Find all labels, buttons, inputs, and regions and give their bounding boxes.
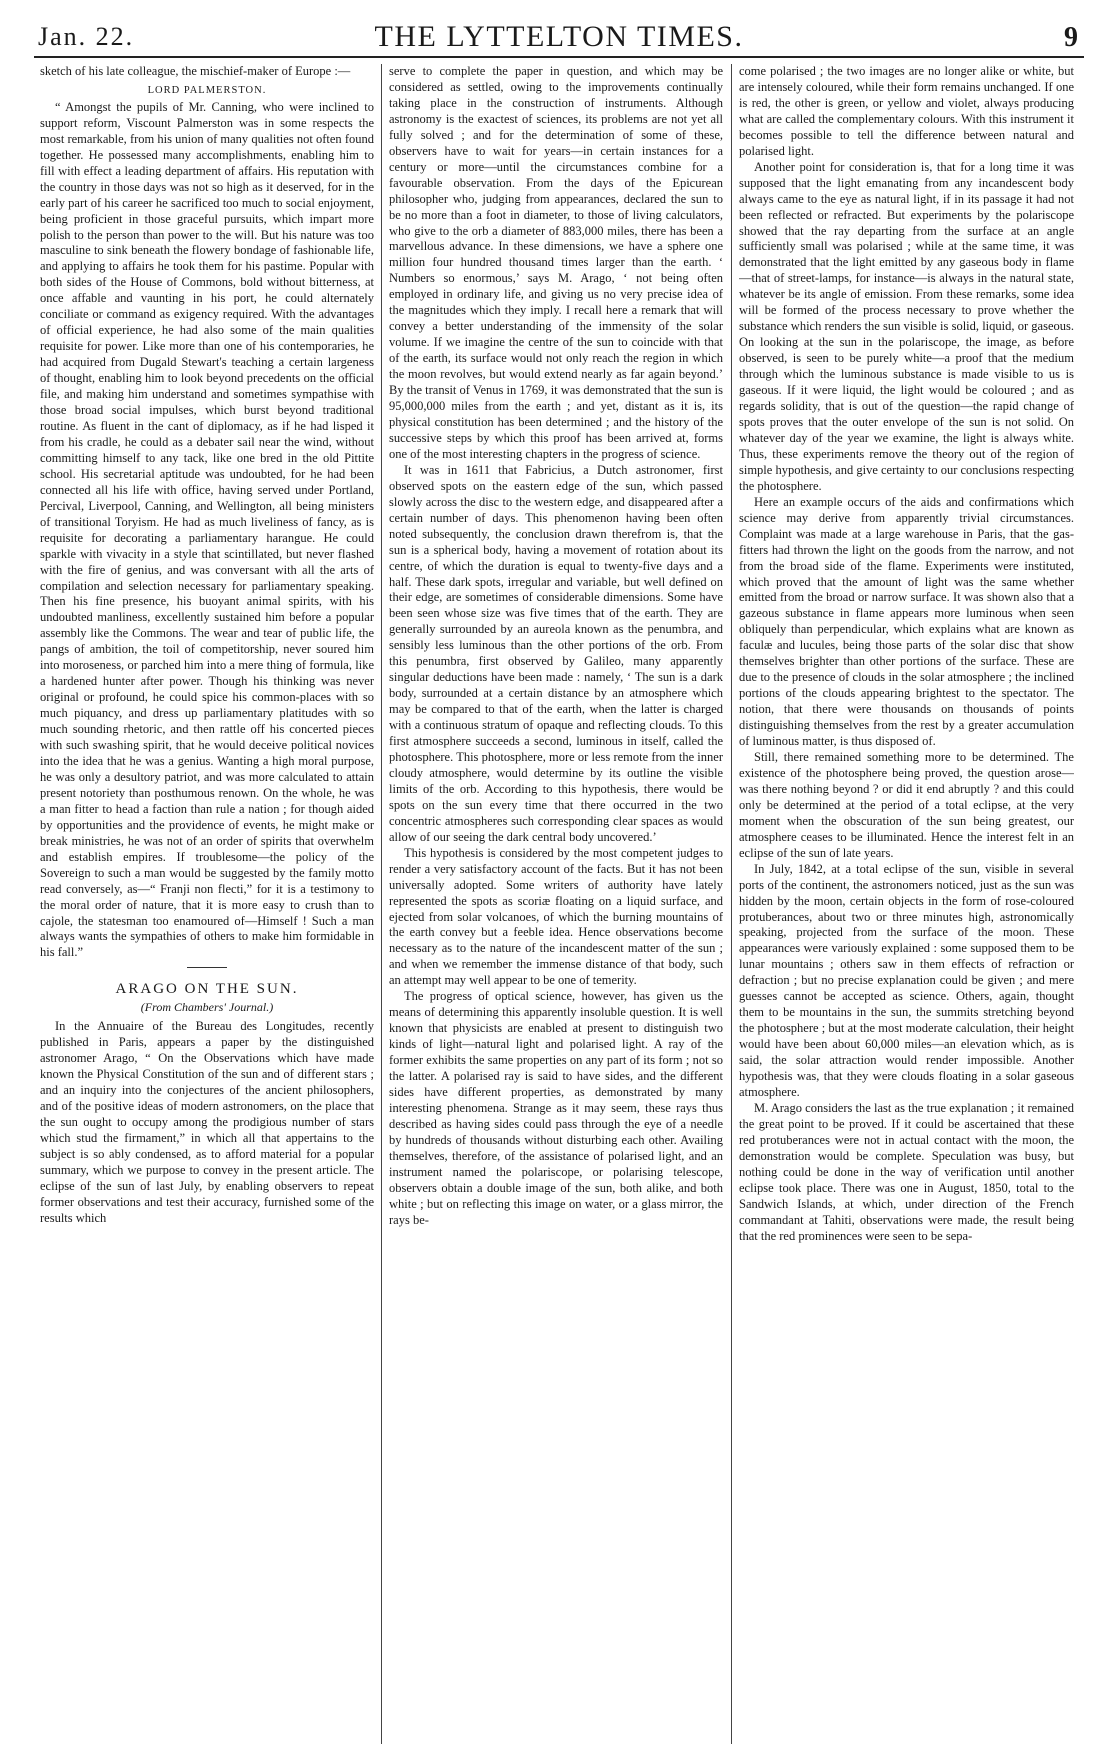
article-paragraph: M. Arago considers the last as the true explanation ; it remained the great point to be proved. If it could be ascertained that these red protuberances were not in actual contact with the moon, the demonstration would be complete. Speculation was busy, but nothing could be done in the way of verification until another eclipse took place. There was one in August, 1850, total to the Sandwich Islands, at which, under direction of the French commandant at Tahiti, observations were made, the result being that the red prominences were seen to be sepa- bbox=[739, 1100, 1074, 1243]
column-rule bbox=[381, 64, 382, 1744]
newspaper-title: THE LYTTELTON TIMES. bbox=[374, 20, 744, 53]
column-2 bbox=[389, 64, 723, 1744]
article-paragraph: In the Annuaire of the Bureau des Longitudes, recently published in Paris, appears a paper by the distinguished astronomer Arago, “ On the Observations which have made known the Physical Constitution of the sun and of different stars ; and an inquiry into the conjectures of the ancient philosophers, and of the positive ideas of modern astronomers, on the place that the sun ought to occupy among the prodigious number of stars which stud the firmament,” in which all that appertains to the subject is so ably condensed, as to afford material for a popular summary, which we purpose to convey in the present article. The eclipse of the sun of last July, by enabling observers to repeat former observations and test their accuracy, furnished some of the results which bbox=[40, 1019, 374, 1225]
column-rule bbox=[731, 64, 732, 1744]
article-paragraph: In July, 1842, at a total eclipse of the sun, visible in several ports of the continent, the astronomers noticed, just as the sun was hidden by the moon, certain objects in the form of rose-coloured protuberances, about two or three minutes high, astronomically speaking, projected from the surface of the moon. These appearances were variously explained : some supposed them to be lunar mountains ; others saw in them effects of refraction or defraction ; but no precise explanation could be given ; and mere guesses cannot be accepted as science. Others, again, thought them to be mountains in the sun, the summits stretching beyond the photosphere ; but at the most moderate calculation, their height would have been about 60,000 miles—an elevation which, as is said, the solar attraction would render impossible. Another hypothesis was, that they were clouds floating in a solar gaseous atmosphere. bbox=[739, 861, 1074, 1099]
page-number: 9 bbox=[1064, 22, 1078, 53]
article-paragraph: serve to complete the paper in question, and which may be considered as settled, owing to the improvements continually taking place in the construction of instruments. Although astronomy is the exactest of sciences, its problems are not yet all fully solved ; and for the determination of some of these, observers have to wait for years—in certain instances for a century or more—until the circumstances combine for a favourable observation. From the days of the Epicurean philosopher who, judging from appearances, declared the sun to be no more than a foot in diameter, to those of living calculators, who give to the orb a diameter of 883,000 miles, there has been a marvellous advance. In these dimensions, we have a sphere one million four hundred thousand times larger than the earth. ‘ Numbers so enormous,’ says M. Arago, ‘ not being often employed in ordinary life, and giving us no very precise idea of the magnitudes which they imply. I recall here a remark that will convey a better understanding of the immensity of the solar volume. If we imagine the centre of the sun to coincide with that of the earth, its surface would not only reach the region in which the moon revolves, but would extend nearly as far again beyond.’ By the transit of Venus in 1769, it was demonstrated that the sun is 95,000,000 miles from the earth ; and yet, distant as it is, its physical constitution has been determined ; and the history of the successive steps by which this proof has been arrived at, forms one of the most interesting chapters in the progress of science. bbox=[389, 64, 723, 461]
article-paragraph: come polarised ; the two images are no longer alike or white, but are intensely coloured, while their form remains unchanged. If one is red, the other is green, or yellow and violet, always producing what are called the complementary colours. With this instrument it becomes possible to tell the difference between natural and polarised light. bbox=[739, 64, 1074, 158]
issue-date: Jan. 22. bbox=[38, 22, 135, 51]
separator-rule bbox=[187, 967, 227, 968]
article-source: (From Chambers' Journal.) bbox=[140, 1000, 274, 1015]
column-1 bbox=[40, 64, 374, 1744]
masthead bbox=[34, 18, 1084, 54]
article-paragraph: The progress of optical science, however, has given us the means of determining this apparently insoluble question. It is well known that physicists are enabled at present to distinguish two kinds of light—natural light and polarised light. A ray of the former exhibits the same properties on any part of its form ; not so the latter. A polarised ray is said to have sides, and the different sides have different properties, as demonstrated by many interesting phenomena. Strange as it may seem, these rays thus described as having sides could pass through the eye of a needle by hundreds of thousands without disturbing each other. Availing themselves, therefore, of the assistance of polarised light, and an instrument named the polariscope, or polarising telescope, observers obtain a double image of the sun, both alike, and both white ; but on reflecting this image on water, or a glass mirror, the rays be- bbox=[389, 989, 723, 1227]
article-paragraph: This hypothesis is considered by the most competent judges to render a very satisfactory account of the facts. But it has not been universally adopted. Some writers of authority have lately represented the spots as scoriæ floating on a liquid surface, and ejected from solar volcanoes, of which the burning mountains of the earth convey but a feeble idea. Hence observations become necessary as to the nature of the incandescent matter of the sun ; and when we remember the immense distance of that body, such an attempt may well appear to be one of temerity. bbox=[389, 845, 723, 988]
article-paragraph: Still, there remained something more to be determined. The existence of the photosphere being proved, the question arose—was there nothing beyond ? or did it end abruptly ? and this could only be determined at the period of a total eclipse, at the very moment when the obscuration of the sun being greatest, our atmosphere ceases to be illuminated. Hence the interest felt in an eclipse of the sun of late years. bbox=[739, 749, 1074, 860]
column-3 bbox=[739, 64, 1074, 1744]
article-paragraph: Another point for consideration is, that for a long time it was supposed that the light emanating from any incandescent body always came to the eye as natural light, if in its passage it had not been reflected or refracted. But experiments by the polariscope showed that the ray departing from the surface at an angle sufficiently small was polarised ; while at the same time, it was demonstrated that the light emitted by any gaseous body in flame—that of street-lamps, for instance—is always in the natural state, whatever be its angle of emission. From these remarks, some idea will be formed of the process necessary to prove whether the substance which renders the sun visible is solid, liquid, or gaseous. On looking at the sun in the polariscope, the image, as before observed, is seen to be purely white—a proof that the medium through which the luminous substance is made visible to us is gaseous. If it were liquid, the light would be coloured ; and as regards solidity, that is out of the question—the rapid change of spots proves that the outer envelope of the sun is not solid. On whatever day of the year we examine, the light is always white. Thus, these experiments remove the theory out of the region of simple hypothesis, and give certainty to our conclusions respecting the photosphere. bbox=[739, 159, 1074, 493]
article-paragraph: Here an example occurs of the aids and confirmations which science may derive from apparently trivial circumstances. Complaint was made at a large warehouse in Paris, that the gas-fitters had thrown the light on the goods from the narrow, and not from the broad side of the flame. Experiments were instituted, which proved that the amount of light was the same whether emitted from the broad or narrow surface. It was shown also that a gazeous substance in flame appears more luminous when seen obliquely than perpendicular, which explains what are known as faculæ and lucules, being those parts of the solar disc that show themselves brighter than other portions of the surface. These are due to the presence of clouds in the solar atmosphere ; the inclined portions of the clouds appearing brightest to the spectator. The notion, that there were thousands on thousands of points distinguishing themselves from the rest by a greater accumulation of luminous matter, is thus disposed of. bbox=[739, 494, 1074, 749]
article-paragraph: It was in 1611 that Fabricius, a Dutch astronomer, first observed spots on the eastern edge of the sun, which passed slowly across the disc to the western edge, and disappeared after a certain number of days. This phenomenon having been often noted subsequently, the conclusion drawn therefrom is, that the sun is a spherical body, having a movement of rotation about its centre, of which the duration is equal to twenty-five days and a half. These dark spots, irregular and variable, but well defined on their edge, are sometimes of considerable dimensions. Some have been seen whose size was five times that of the earth. They are generally surrounded by an aureola known as the penumbra, and sensibly less luminous than the other portions of the orb. From this penumbra, first observed by Galileo, many apparently singular deductions have been made : namely, ‘ The sun is a dark body, surrounded at a certain distance by an atmosphere which may be compared to that of the earth, when the latter is charged with a continuous stratum of opaque and reflecting clouds. To this first atmosphere succeeds a second, luminous in itself, called the photosphere. This photosphere, more or less remote from the inner cloudy atmosphere, would determine by its outline the visible limits of the orb. According to this hypothesis, there would be spots on the sun every time that there occurred in the two concentric atmospheres such corresponding clear spaces as would allow of our seeing the dark central body uncovered.’ bbox=[389, 462, 723, 844]
intro-paragraph: sketch of his late colleague, the mischief-maker of Europe :— bbox=[40, 64, 351, 78]
section-subhead: LORD PALMERSTON. bbox=[147, 84, 267, 96]
header-rule bbox=[34, 56, 1084, 58]
palmerston-paragraph: “ Amongst the pupils of Mr. Canning, who were inclined to support reform, Viscount Palmerston was in some respects the most remarkable, from his union of many qualities not often found together. He possessed many accomplishments, enabling him to fill with effect a leading department of affairs. His reputation with the country in those days was not so high as it deserved, for in the early part of his career he sacrificed too much to social enjoyment, being proficient in those graceful pursuits, which impart more polish to the person than power to the will. But his nature was too masculine to sink beneath the flowery bondage of fashionable life, and applying to affairs he took them for his pastime. Popular with both sides of the House of Commons, bold without bitterness, at once affable and vaunting in his port, he could alternately conciliate or command as exigency required. With the advantages of official experience, he had also some of the main qualities requisite for power. Like more than one of his contemporaries, he had acquired from Dugald Stewart's teaching a certain largeness of thought, enabling him to look beyond precedents on the official file, and making him understand and sometimes sympathise with those broad social impulses, which burst beyond traditional routine. As fluent in the cant of diplomacy, as if he had lisped it from his cradle, he could as a debater sail near the wind, without committing himself to any tack, like one bred in the old Pittite school. His secretarial aptitude was undoubted, for he had been connected all his life with office, having served under Portland, Percival, Liverpool, Canning, and Wellington, all being ministers of transitional Toryism. He had as much liveliness of fancy, as is requisite for decorating a parliamentary harangue. He could sparkle with vivacity in a style that scintillated, but never flashed with the fire of genius, and was conversant with all the arts of compilation and selection necessary for parliamentary speaking. Then his fine presence, his buoyant animal spirits, with his undoubted manliness, excellently sustained him before a popular assembly like the Commons. The wear and tear of public life, the pangs of ambition, the toil of competitorship, never soured him into moroseness, or parched him into a mere thing of formula, like a hardened hunter after power. Though his thinking was never original or profound, he could spice his common-places with so much piquancy, and dress up parliamentary platitudes with so much sounding rhetoric, and then rattle off his concerted pieces with such swashing spirit, that he would deceive political novices into the idea that he was a genius. Wanting a high moral purpose, he was only a desultory patriot, and was more calculated to attain present notoriety than posthumous renown. On the whole, he was a man fitter to head a faction than rule a nation ; for though aided by opportunities and the providence of events, he might make or break ministries, he was not of an order of spirits that overwhelm and establish empires. If troublesome—the policy of the Sovereign to such a man would be suggested by the family motto read conversely, as—“ Franji non flecti,” for it is a testimony to the moral order of nature, that it is more easy to crush than to cajole, the statesman too enamoured of—Himself ! Such a man always wants the sympathies of others to make him formidable in his fall.” bbox=[40, 99, 374, 960]
article-title: ARAGO ON THE SUN. bbox=[115, 981, 299, 998]
